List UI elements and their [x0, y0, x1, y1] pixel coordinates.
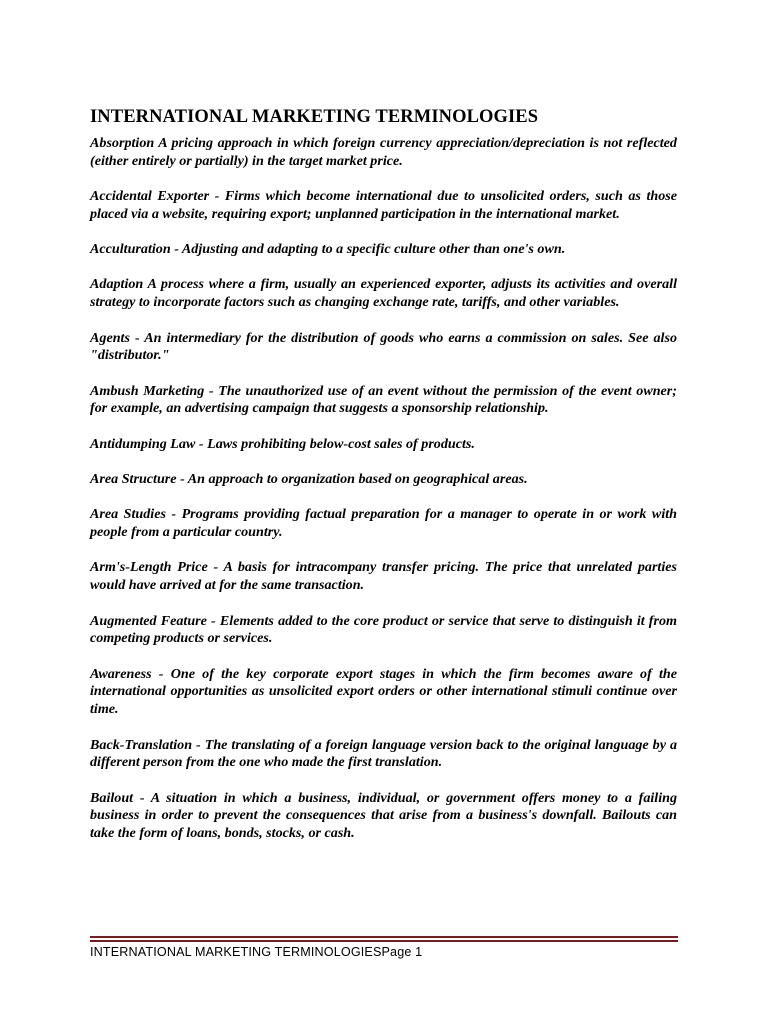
glossary-entry: [90, 737, 677, 773]
glossary-entries: [90, 135, 677, 861]
entry-separator: -: [207, 559, 224, 576]
entry-term: Antidumping Law: [90, 435, 196, 452]
entry-definition: Adjusting and adapting to a specific culture other than one's own.: [181, 241, 566, 258]
entry-separator: -: [204, 382, 219, 399]
page-footer: INTERNATIONAL MARKETING TERMINOLOGIESPage 1: [90, 945, 423, 959]
glossary-entry: [90, 276, 677, 312]
entry-term: Acculturation: [90, 241, 171, 258]
entry-term: Absorption: [90, 135, 155, 151]
page-title: INTERNATIONAL MARKETING TERMINOLOGIES: [90, 107, 539, 128]
entry-definition: A basis for intracompany transfer pricing. The price that unrelated parties would have arrived at for the same transaction.: [90, 559, 678, 594]
glossary-entry: [90, 506, 677, 542]
entry-separator: -: [151, 665, 171, 682]
glossary-entry: [90, 383, 677, 419]
glossary-entry: [90, 135, 677, 171]
entry-term: Awareness: [90, 665, 152, 682]
glossary-entry: [90, 666, 677, 719]
footer-rule-line: [90, 940, 678, 942]
entry-separator: -: [195, 435, 208, 452]
entry-term: Agents: [90, 329, 130, 346]
entry-definition: Firms which become international due to unsolicited orders, such as those placed via a website, requiring export; unplanned participation in the international market.: [90, 188, 677, 222]
entry-definition: Laws prohibiting below-cost sales of products.: [207, 435, 475, 452]
entry-definition: A process where a firm, usually an experienced exporter, adjusts its activities and overall strategy to incorporate factors such as changing exchange rate, tariffs, and other variables.: [90, 276, 677, 311]
entry-separator: -: [133, 789, 151, 806]
entry-definition: A situation in which a business, individual, or government offers money to a failing business in order to prevent the consequences that arise from a business's downfall. Bailouts can take the form of loans, bonds, stocks, or cash.: [90, 789, 677, 842]
entry-separator: -: [209, 188, 225, 205]
entry-definition: A pricing approach in which foreign currency appreciation/depreciation is not reflected (either entirely or partially) in the target market price.: [90, 135, 677, 169]
entry-definition: An intermediary for the distribution of goods who earns a commission on sales. See also "distributor.": [90, 329, 677, 364]
glossary-entry: [90, 613, 677, 649]
entry-definition: Elements added to the core product or service that serve to distinguish it from competing products or services.: [90, 612, 677, 647]
entry-separator: -: [129, 329, 145, 346]
entry-term: Area Structure: [90, 471, 177, 488]
entry-separator: -: [206, 612, 220, 629]
entry-term: Bailout: [90, 789, 134, 806]
footer-rule: [90, 936, 678, 942]
entry-definition: Programs providing factual preparation for a manager to operate in or work with people from a particular country.: [90, 506, 677, 541]
entry-term: Arm's-Length Price: [90, 559, 208, 576]
glossary-entry: [90, 188, 677, 224]
entry-separator: -: [176, 471, 188, 488]
entry-separator: -: [170, 241, 182, 258]
entry-term: Back-Translation: [90, 736, 193, 753]
entry-term: Accidental Exporter: [90, 188, 210, 205]
entry-separator: -: [165, 506, 182, 523]
glossary-entry: [90, 790, 677, 843]
entry-definition: An approach to organization based on geographical areas.: [187, 471, 528, 488]
glossary-entry: [90, 471, 677, 489]
glossary-entry: [90, 436, 677, 454]
entry-term: Adaption: [90, 276, 144, 293]
glossary-entry: [90, 330, 677, 366]
entry-separator: -: [192, 736, 205, 753]
entry-definition: The unauthorized use of an event without the permission of the event owner; for example, an advertising campaign that suggests a sponsorship relationship.: [90, 382, 677, 417]
glossary-entry: [90, 559, 677, 595]
glossary-entry: [90, 241, 677, 259]
entry-definition: The translating of a foreign language version back to the original language by a different person from the one who made the first translation.: [90, 736, 677, 771]
entry-term: Area Studies: [90, 506, 166, 523]
entry-term: Augmented Feature: [90, 612, 207, 629]
entry-term: Ambush Marketing: [90, 382, 205, 399]
footer-rule-line: [90, 936, 678, 938]
entry-definition: One of the key corporate export stages in which the firm becomes aware of the international opportunities as unsolicited export orders or other international stimuli continue over time.: [90, 665, 677, 718]
